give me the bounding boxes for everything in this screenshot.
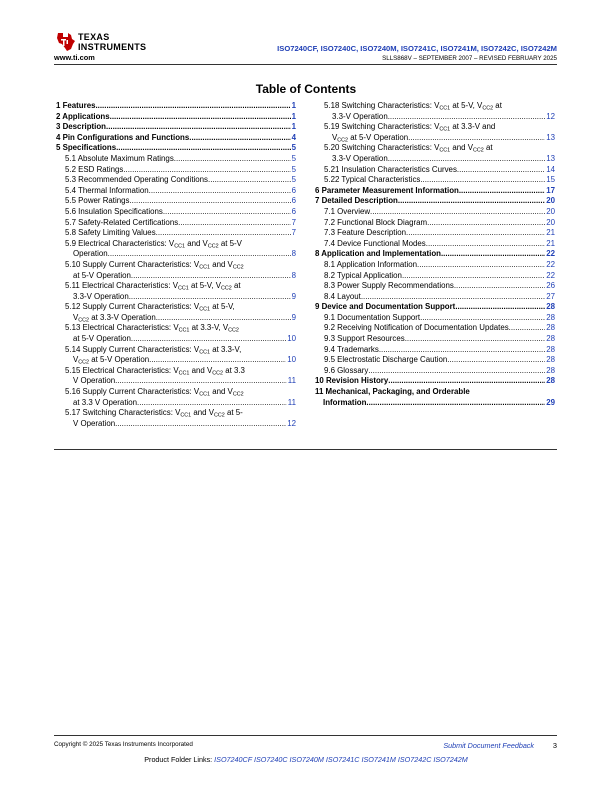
toc-dot-leader — [379, 345, 545, 356]
document-info: SLLS868V – SEPTEMBER 2007 – REVISED FEBRUARY 2025 — [382, 55, 557, 62]
toc-entry[interactable] — [315, 228, 555, 239]
toc-entry-text: 1 Features — [56, 101, 96, 110]
toc-entry[interactable] — [56, 154, 296, 165]
toc-dot-leader — [370, 207, 545, 218]
toc-entry-text: 5.14 Supply Current Characteristics: $V_{CC1}$ at 3.3-V, — [65, 344, 242, 356]
toc-entry-text: at 5-V Operation — [73, 334, 131, 344]
toc-entry-text: 9 Device and Documentation Support — [315, 302, 456, 312]
toc-dot-leader — [131, 334, 286, 345]
toc-dot-leader — [106, 122, 291, 133]
header-divider — [54, 64, 557, 65]
toc-dot-leader — [178, 218, 290, 229]
toc-entry-text: 7.4 Device Functional Modes — [324, 238, 426, 248]
toc-entry[interactable] — [56, 260, 296, 281]
toc-page-link[interactable]: 11 — [287, 376, 296, 386]
toc-page-link[interactable]: 10 — [287, 355, 296, 365]
toc-dot-leader — [398, 196, 545, 207]
toc-dot-leader — [405, 334, 546, 345]
toc-dot-leader — [110, 112, 291, 123]
toc-entry-text: 5.3 Recommended Operating Conditions — [65, 175, 208, 185]
toc-entry[interactable] — [315, 196, 555, 207]
toc-title: Table of Contents — [255, 82, 357, 96]
footer-divider — [54, 735, 557, 736]
copyright-text: Copyright © 2025 Texas Instruments Incorporated — [54, 741, 193, 748]
toc-entry-text: 11 Mechanical, Packaging, and Orderable — [315, 387, 470, 397]
toc-page-link[interactable]: 28 — [546, 334, 555, 344]
toc-right-column — [315, 101, 555, 408]
toc-dot-leader — [447, 355, 545, 366]
toc-entry-text: 8.4 Layout — [324, 291, 361, 301]
toc-entry[interactable] — [315, 239, 555, 250]
website-link[interactable]: www.ti.com — [54, 53, 95, 62]
toc-page-link[interactable]: 17 — [546, 185, 555, 195]
toc-page-link[interactable]: 9 — [291, 291, 296, 301]
toc-entry-text: 8.2 Typical Application — [324, 270, 402, 280]
toc-entry-text: 8.1 Application Information — [324, 259, 417, 269]
toc-page-link[interactable]: 12 — [287, 418, 296, 428]
toc-entry[interactable] — [56, 112, 296, 123]
page-number: 3 — [552, 741, 557, 750]
toc-entry[interactable] — [56, 207, 296, 218]
toc-entry[interactable] — [56, 122, 296, 133]
toc-entry-text: $V_{CC2}$ at 5-V Operation — [73, 355, 150, 366]
toc-entry[interactable] — [56, 366, 296, 387]
toc-entry[interactable] — [315, 302, 555, 313]
toc-entry[interactable] — [315, 313, 555, 324]
toc-entry[interactable] — [315, 260, 555, 271]
toc-dot-leader — [455, 302, 545, 313]
toc-entry[interactable] — [315, 345, 555, 356]
toc-dot-leader — [149, 186, 291, 197]
product-folder-links — [0, 755, 612, 764]
toc-dot-leader — [366, 398, 545, 409]
toc-entry-text: 5.12 Supply Current Characteristics: $V_{CC1}$ at 5-V, — [65, 302, 235, 313]
toc-entry-text: 5 Specifications — [56, 143, 117, 153]
toc-dot-leader — [408, 133, 545, 144]
toc-page-link[interactable]: 7 — [291, 217, 296, 227]
toc-entry-text: 9.3 Support Resources — [324, 334, 405, 344]
toc-page-link[interactable]: 15 — [546, 175, 555, 185]
toc-entry[interactable] — [315, 355, 555, 366]
toc-dot-leader — [388, 112, 546, 123]
toc-dot-leader — [174, 154, 291, 165]
toc-dot-leader — [123, 165, 290, 176]
toc-entry-text: 5.18 Switching Characteristics: $V_{CC1}$ at 5-V, $V_{CC2}$ at — [324, 101, 502, 112]
logo-text-texas: TEXAS — [78, 32, 110, 42]
toc-entry-text: 7.2 Functional Block Diagram — [324, 217, 428, 227]
toc-entry-text: 5.16 Supply Current Characteristics: $V_{CC1}$ and $V_{CC2}$ — [65, 387, 244, 398]
toc-dot-leader — [129, 292, 291, 303]
product-folder-label: Product Folder Links: — [144, 755, 213, 764]
toc-entry-text: 3.3-V Operation — [73, 291, 129, 301]
texas-state-logo-icon — [54, 30, 76, 52]
logo-text-instruments: INSTRUMENTS — [78, 42, 147, 52]
toc-entry-text: 3.3-V Operation — [332, 111, 388, 121]
toc-page-link[interactable]: 5 — [291, 164, 296, 174]
toc-entry[interactable] — [56, 323, 296, 344]
toc-dot-leader — [156, 313, 291, 324]
toc-entry-text: 5.21 Insulation Characteristics Curves — [324, 164, 457, 174]
toc-entry-text: 5.19 Switching Characteristics: $V_{CC1}$ at 3.3-V and — [324, 122, 496, 133]
toc-entry-text: 6 Parameter Measurement Information — [315, 185, 459, 195]
toc-entry-text: 5.15 Electrical Characteristics: $V_{CC1}$ and $V_{CC2}$ at 3.3 — [65, 365, 245, 377]
toc-entry-text: 8.3 Power Supply Recommendations — [324, 281, 454, 291]
toc-dot-leader — [406, 228, 545, 239]
toc-entry-text: 5.2 ESD Ratings — [65, 164, 124, 174]
toc-entry-text: V Operation — [73, 418, 116, 428]
toc-page-link[interactable]: 28 — [546, 323, 555, 333]
toc-entry[interactable] — [315, 175, 555, 186]
toc-dot-leader — [108, 249, 291, 260]
toc-entry-text: 5.5 Power Ratings — [65, 196, 130, 206]
toc-dot-leader — [361, 292, 545, 303]
toc-page-link[interactable]: 8 — [291, 270, 296, 280]
toc-dot-leader — [156, 228, 291, 239]
toc-dot-leader — [129, 196, 290, 207]
toc-entry-text: 5.9 Electrical Characteristics: $V_{CC1}$ and $V_{CC2}$ at 5-V — [65, 238, 242, 250]
toc-entry[interactable] — [56, 345, 296, 366]
toc-entry-text: 3 Description — [56, 122, 106, 132]
toc-dot-leader — [189, 133, 290, 144]
toc-dot-leader — [131, 271, 291, 282]
toc-entry-text: 5.7 Safety-Related Certifications — [65, 217, 179, 227]
toc-entry-text: $V_{CC2}$ at 5-V Operation — [332, 132, 409, 144]
toc-entry-text: 5.10 Supply Current Characteristics: $V_{CC1}$ and $V_{CC2}$ — [65, 259, 244, 271]
toc-dot-leader — [163, 207, 291, 218]
toc-page-link[interactable]: 28 — [546, 365, 555, 375]
toc-entry-text: 9.2 Receiving Notification of Documentation Updates — [324, 323, 509, 333]
toc-entry-text: 5.20 Switching Characteristics: $V_{CC1}$ and $V_{CC2}$ at — [324, 143, 493, 154]
toc-entry[interactable] — [315, 281, 555, 292]
toc-entry-text: at 3.3 V Operation — [73, 397, 138, 407]
toc-entry[interactable] — [56, 175, 296, 186]
toc-page-link[interactable]: 22 — [546, 270, 555, 280]
toc-dot-leader — [115, 419, 286, 430]
toc-entry-text: 5.13 Electrical Characteristics: $V_{CC1}$ at 3.3-V, $V_{CC2}$ — [65, 323, 239, 334]
toc-page-link[interactable]: 13 — [546, 153, 555, 163]
toc-entry[interactable] — [56, 302, 296, 323]
toc-page-link[interactable]: 5 — [291, 143, 296, 153]
toc-entry-text: 2 Applications — [56, 111, 110, 121]
toc-entry-text: 4 Pin Configurations and Functions — [56, 132, 190, 142]
toc-page-link[interactable]: 28 — [546, 376, 555, 386]
toc-entry[interactable] — [315, 387, 555, 408]
toc-page-link[interactable]: 12 — [546, 111, 555, 121]
toc-page-link[interactable]: 1 — [291, 111, 296, 121]
toc-dot-leader — [95, 101, 290, 112]
toc-entry[interactable] — [315, 366, 555, 377]
toc-entry-text: 9.6 Glossary — [324, 365, 369, 375]
toc-page-link[interactable]: 7 — [291, 228, 296, 238]
toc-entry-text: 5.1 Absolute Maximum Ratings — [65, 153, 174, 163]
toc-entry[interactable] — [56, 133, 296, 144]
toc-dot-leader — [388, 376, 545, 387]
toc-page-link[interactable]: 20 — [546, 217, 555, 227]
toc-dot-leader — [115, 376, 287, 387]
toc-entry-text: 7.3 Feature Description — [324, 228, 407, 238]
toc-page-link[interactable]: 28 — [546, 302, 555, 312]
toc-dot-leader — [426, 239, 545, 250]
toc-entry-text: $V_{CC2}$ at 3.3-V Operation — [73, 312, 156, 324]
toc-entry[interactable] — [56, 228, 296, 239]
toc-entry-text: V Operation — [73, 376, 116, 386]
toc-page-link[interactable]: 13 — [546, 132, 555, 142]
toc-entry-text: 5.11 Electrical Characteristics: $V_{CC1}$ at 5-V, $V_{CC2}$ at — [65, 281, 241, 292]
toc-dot-leader — [402, 271, 545, 282]
toc-entry-text: 5.6 Insulation Specifications — [65, 206, 163, 216]
toc-dot-leader — [208, 175, 291, 186]
toc-entry[interactable] — [315, 122, 555, 143]
toc-page-link[interactable]: 28 — [546, 344, 555, 354]
toc-page-link[interactable]: 14 — [546, 164, 555, 174]
toc-dot-leader — [116, 143, 291, 154]
toc-entry[interactable] — [315, 143, 555, 164]
toc-page-link[interactable]: 11 — [287, 397, 296, 407]
toc-page-link[interactable]: 4 — [291, 132, 296, 142]
toc-page-link[interactable]: 20 — [546, 206, 555, 216]
toc-entry[interactable] — [315, 186, 555, 197]
toc-entry[interactable] — [315, 376, 555, 387]
toc-page-link[interactable]: 27 — [546, 291, 555, 301]
toc-entry-text: 9.1 Documentation Support — [324, 312, 421, 322]
toc-page-link[interactable]: 10 — [287, 334, 296, 344]
toc-entry[interactable] — [315, 249, 555, 260]
toc-dot-leader — [417, 260, 545, 271]
toc-dot-leader — [420, 313, 545, 324]
toc-page-link[interactable]: 8 — [291, 249, 296, 259]
toc-entry[interactable] — [315, 207, 555, 218]
toc-page-link[interactable]: 22 — [546, 259, 555, 269]
toc-entry[interactable] — [315, 271, 555, 282]
toc-entry[interactable] — [315, 165, 555, 176]
toc-page-link[interactable]: 6 — [291, 185, 296, 195]
toc-entry[interactable] — [56, 218, 296, 229]
toc-divider — [54, 449, 557, 450]
part-numbers-link[interactable]: ISO7240CF, ISO7240C, ISO7240M, ISO7241C, ISO7241M, ISO7242C, ISO7242M — [277, 44, 557, 53]
toc-entry[interactable] — [56, 281, 296, 302]
toc-entry[interactable] — [56, 239, 296, 260]
toc-entry-text: 10 Revision History — [315, 376, 389, 386]
toc-entry[interactable] — [315, 218, 555, 229]
toc-page-link[interactable]: 21 — [546, 228, 555, 238]
toc-dot-leader — [509, 323, 546, 334]
toc-dot-leader — [441, 249, 545, 260]
toc-entry-text: 7.1 Overview — [324, 206, 371, 216]
toc-page-link[interactable]: 22 — [546, 249, 555, 259]
toc-entry[interactable] — [315, 101, 555, 122]
toc-entry[interactable] — [56, 143, 296, 154]
toc-entry[interactable] — [56, 186, 296, 197]
toc-entry[interactable] — [56, 408, 296, 429]
toc-dot-leader — [457, 165, 545, 176]
toc-entry-text: 7 Detailed Description — [315, 196, 398, 206]
toc-left-column — [56, 101, 296, 429]
toc-entry-text: at 5-V Operation — [73, 270, 131, 280]
toc-dot-leader — [149, 355, 286, 366]
toc-page-link[interactable]: 1 — [291, 101, 296, 110]
toc-entry-text: 9.4 Trademarks — [324, 344, 379, 354]
toc-page-link[interactable]: 21 — [546, 238, 555, 248]
toc-entry[interactable] — [56, 196, 296, 207]
toc-entry-text: 3.3-V Operation — [332, 153, 388, 163]
toc-dot-leader — [388, 154, 546, 165]
toc-entry-text: 5.22 Typical Characteristics — [324, 175, 421, 185]
toc-page-link[interactable]: 28 — [546, 355, 555, 365]
toc-entry[interactable] — [56, 165, 296, 176]
toc-entry[interactable] — [315, 323, 555, 334]
toc-page-link[interactable]: 20 — [546, 196, 555, 206]
toc-dot-leader — [420, 175, 545, 186]
toc-entry[interactable] — [56, 101, 296, 112]
toc-dot-leader — [137, 398, 287, 409]
submit-feedback-link[interactable]: Submit Document Feedback — [443, 741, 534, 750]
toc-page-link[interactable]: 29 — [546, 397, 555, 407]
toc-dot-leader — [459, 186, 545, 197]
product-folder-parts-link[interactable]: ISO7240CF ISO7240C ISO7240M ISO7241C ISO7241M ISO7242C ISO7242M — [214, 755, 468, 764]
toc-dot-leader — [368, 366, 545, 377]
toc-entry[interactable] — [315, 334, 555, 345]
toc-entry[interactable] — [56, 387, 296, 408]
toc-page-link[interactable]: 1 — [291, 122, 296, 132]
toc-entry-text: Operation — [73, 249, 108, 259]
toc-entry-text: Information — [323, 397, 367, 407]
toc-page-link[interactable]: 28 — [546, 312, 555, 322]
toc-page-link[interactable]: 5 — [291, 175, 296, 185]
toc-entry-text: 5.8 Safety Limiting Values — [65, 228, 156, 238]
toc-entry-text: 5.4 Thermal Information — [65, 185, 149, 195]
toc-page-link[interactable]: 9 — [291, 312, 296, 322]
toc-entry-text: 5.17 Switching Characteristics: $V_{CC1}$ and $V_{CC2}$ at 5- — [65, 408, 243, 419]
toc-page-link[interactable]: 6 — [291, 196, 296, 206]
toc-page-link[interactable]: 26 — [546, 281, 555, 291]
toc-page-link[interactable]: 5 — [291, 153, 296, 163]
toc-dot-leader — [427, 218, 545, 229]
toc-entry[interactable] — [315, 292, 555, 303]
toc-entry-text: 8 Application and Implementation — [315, 249, 441, 259]
toc-entry-text: 9.5 Electrostatic Discharge Caution — [324, 355, 448, 365]
toc-page-link[interactable]: 6 — [291, 206, 296, 216]
toc-dot-leader — [454, 281, 545, 292]
